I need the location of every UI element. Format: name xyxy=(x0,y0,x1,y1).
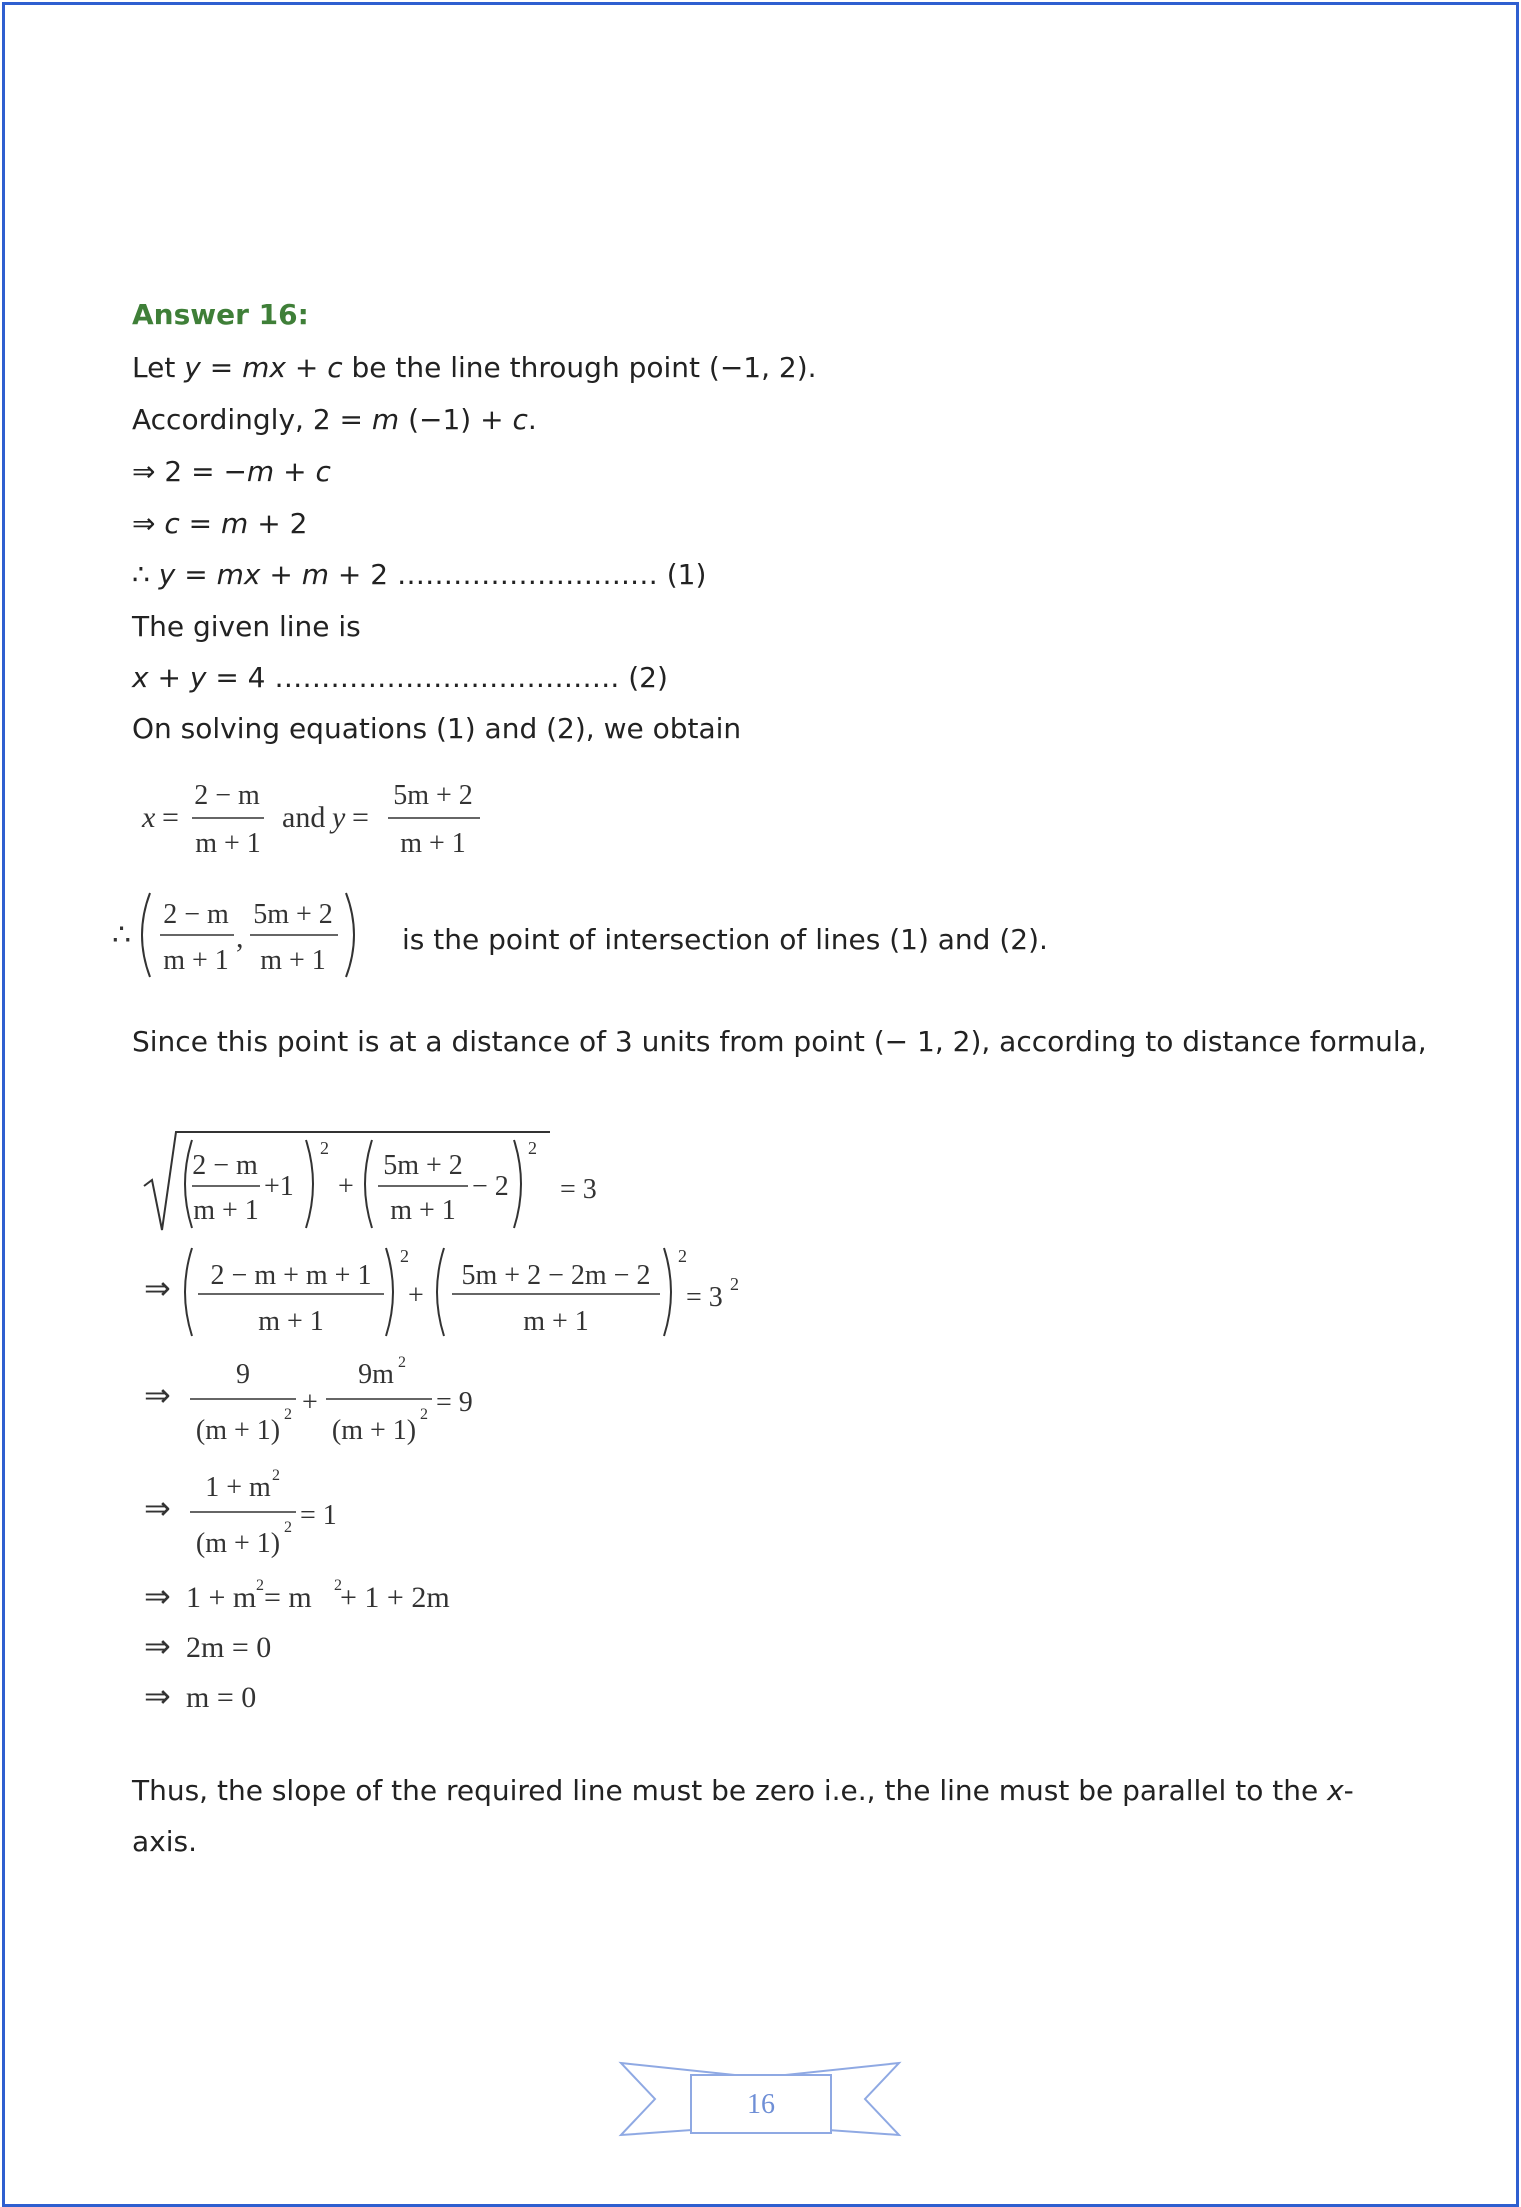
svg-text:⇒: ⇒ xyxy=(144,1578,171,1614)
svg-text:2 − m + m + 1: 2 − m + m + 1 xyxy=(210,1260,372,1291)
svg-text:(m + 1): (m + 1) xyxy=(195,1415,281,1446)
line-7-equation-2: x + y = 4 ………………………………. (2) xyxy=(132,661,668,694)
line-4: ⇒ c = m + 2 xyxy=(132,507,308,540)
svg-text:m = 0: m = 0 xyxy=(186,1681,257,1714)
svg-text:∴: ∴ xyxy=(112,919,132,952)
distance-step-3 xyxy=(140,1345,540,1455)
line-2: Accordingly, 2 = m (−1) + c. xyxy=(132,403,537,436)
svg-text:2: 2 xyxy=(730,1274,739,1294)
svg-text:+ 1 + 2m: + 1 + 2m xyxy=(340,1581,450,1614)
svg-text:2: 2 xyxy=(528,1138,537,1158)
distance-step-6 xyxy=(140,1622,440,1672)
svg-text:=: = xyxy=(352,801,369,834)
conclusion-line-2: axis. xyxy=(132,1825,197,1858)
svg-text:5m + 2 − 2m − 2: 5m + 2 − 2m − 2 xyxy=(461,1260,651,1291)
svg-text:m + 1: m + 1 xyxy=(163,945,229,976)
distance-step-5 xyxy=(140,1572,560,1622)
line-1: Let y = mx + c be the line through point (−1, 2). xyxy=(132,351,817,384)
svg-text:2: 2 xyxy=(256,1577,264,1594)
svg-text:2: 2 xyxy=(400,1246,409,1266)
svg-text:+: + xyxy=(302,1387,318,1418)
svg-text:⇒: ⇒ xyxy=(144,1490,171,1526)
answer-heading: Answer 16: xyxy=(132,298,309,331)
svg-text:m + 1: m + 1 xyxy=(193,1195,259,1226)
svg-text:y: y xyxy=(332,801,346,834)
page-number-banner xyxy=(615,2055,905,2145)
svg-text:5m + 2: 5m + 2 xyxy=(253,899,333,930)
svg-text:2 − m: 2 − m xyxy=(163,899,229,930)
line-6: The given line is xyxy=(132,610,361,643)
distance-step-2 xyxy=(140,1242,780,1342)
svg-text:2: 2 xyxy=(420,1406,428,1423)
svg-text:− 2: − 2 xyxy=(472,1171,509,1202)
svg-text:m + 1: m + 1 xyxy=(400,828,466,859)
svg-text:= 9: = 9 xyxy=(436,1387,473,1418)
svg-text:2: 2 xyxy=(284,1519,292,1536)
svg-text:+: + xyxy=(408,1280,424,1311)
line-3: ⇒ 2 = −m + c xyxy=(132,455,331,488)
svg-text:2: 2 xyxy=(334,1577,342,1594)
distance-step-7 xyxy=(140,1672,440,1722)
svg-text:2: 2 xyxy=(678,1246,687,1266)
svg-text:2: 2 xyxy=(320,1138,329,1158)
svg-text:2 − m: 2 − m xyxy=(192,1150,258,1181)
svg-text:(m + 1): (m + 1) xyxy=(195,1528,281,1559)
page-number: 16 xyxy=(747,2089,775,2120)
line-5-equation-1: ∴ y = mx + m + 2 …………………….… (1) xyxy=(132,558,707,591)
conclusion-line-1: Thus, the slope of the required line must be zero i.e., the line must be parallel to the x- xyxy=(132,1774,1354,1807)
svg-text:9: 9 xyxy=(236,1359,250,1390)
distance-formula-text: Since this point is at a distance of 3 units from point (− 1, 2), according to distance formula, xyxy=(132,1025,1427,1058)
svg-text:= 3: = 3 xyxy=(560,1174,597,1205)
svg-text:2: 2 xyxy=(398,1354,406,1371)
svg-text:= 1: = 1 xyxy=(300,1500,337,1531)
svg-text:2: 2 xyxy=(272,1467,280,1484)
svg-text:2: 2 xyxy=(284,1406,292,1423)
svg-text:and: and xyxy=(282,801,326,834)
svg-text:1 + m: 1 + m xyxy=(186,1581,257,1614)
page-border xyxy=(2,2,1519,2207)
svg-text:5m + 2: 5m + 2 xyxy=(393,780,473,811)
svg-text:2m = 0: 2m = 0 xyxy=(186,1631,272,1664)
svg-text:= m: = m xyxy=(264,1581,312,1614)
svg-text:+: + xyxy=(338,1171,354,1202)
svg-text:5m + 2: 5m + 2 xyxy=(383,1150,463,1181)
intersection-point-expression xyxy=(110,885,370,985)
svg-text:x: x xyxy=(142,801,156,834)
line-8: On solving equations (1) and (2), we obtain xyxy=(132,712,742,745)
intersection-point-text: is the point of intersection of lines (1) and (2). xyxy=(402,923,1048,956)
svg-text:=: = xyxy=(162,801,179,834)
svg-text:m + 1: m + 1 xyxy=(195,828,261,859)
svg-text:m + 1: m + 1 xyxy=(523,1306,589,1337)
svg-text:= 3: = 3 xyxy=(686,1282,723,1313)
svg-text:9m: 9m xyxy=(358,1359,394,1390)
svg-text:(m + 1): (m + 1) xyxy=(331,1415,417,1446)
xy-solution-equation xyxy=(130,770,510,860)
svg-text:1 + m: 1 + m xyxy=(205,1472,271,1503)
svg-text:m + 1: m + 1 xyxy=(260,945,326,976)
distance-step-4 xyxy=(140,1458,460,1568)
svg-text:⇒: ⇒ xyxy=(144,1377,171,1413)
svg-text:+1: +1 xyxy=(264,1171,294,1202)
svg-text:m + 1: m + 1 xyxy=(258,1306,324,1337)
svg-text:⇒: ⇒ xyxy=(144,1270,171,1306)
svg-text:m + 1: m + 1 xyxy=(390,1195,456,1226)
svg-text:,: , xyxy=(236,921,244,954)
svg-text:2 − m: 2 − m xyxy=(194,780,260,811)
distance-step-1 xyxy=(140,1118,780,1238)
svg-text:⇒: ⇒ xyxy=(144,1628,171,1664)
svg-text:⇒: ⇒ xyxy=(144,1678,171,1714)
